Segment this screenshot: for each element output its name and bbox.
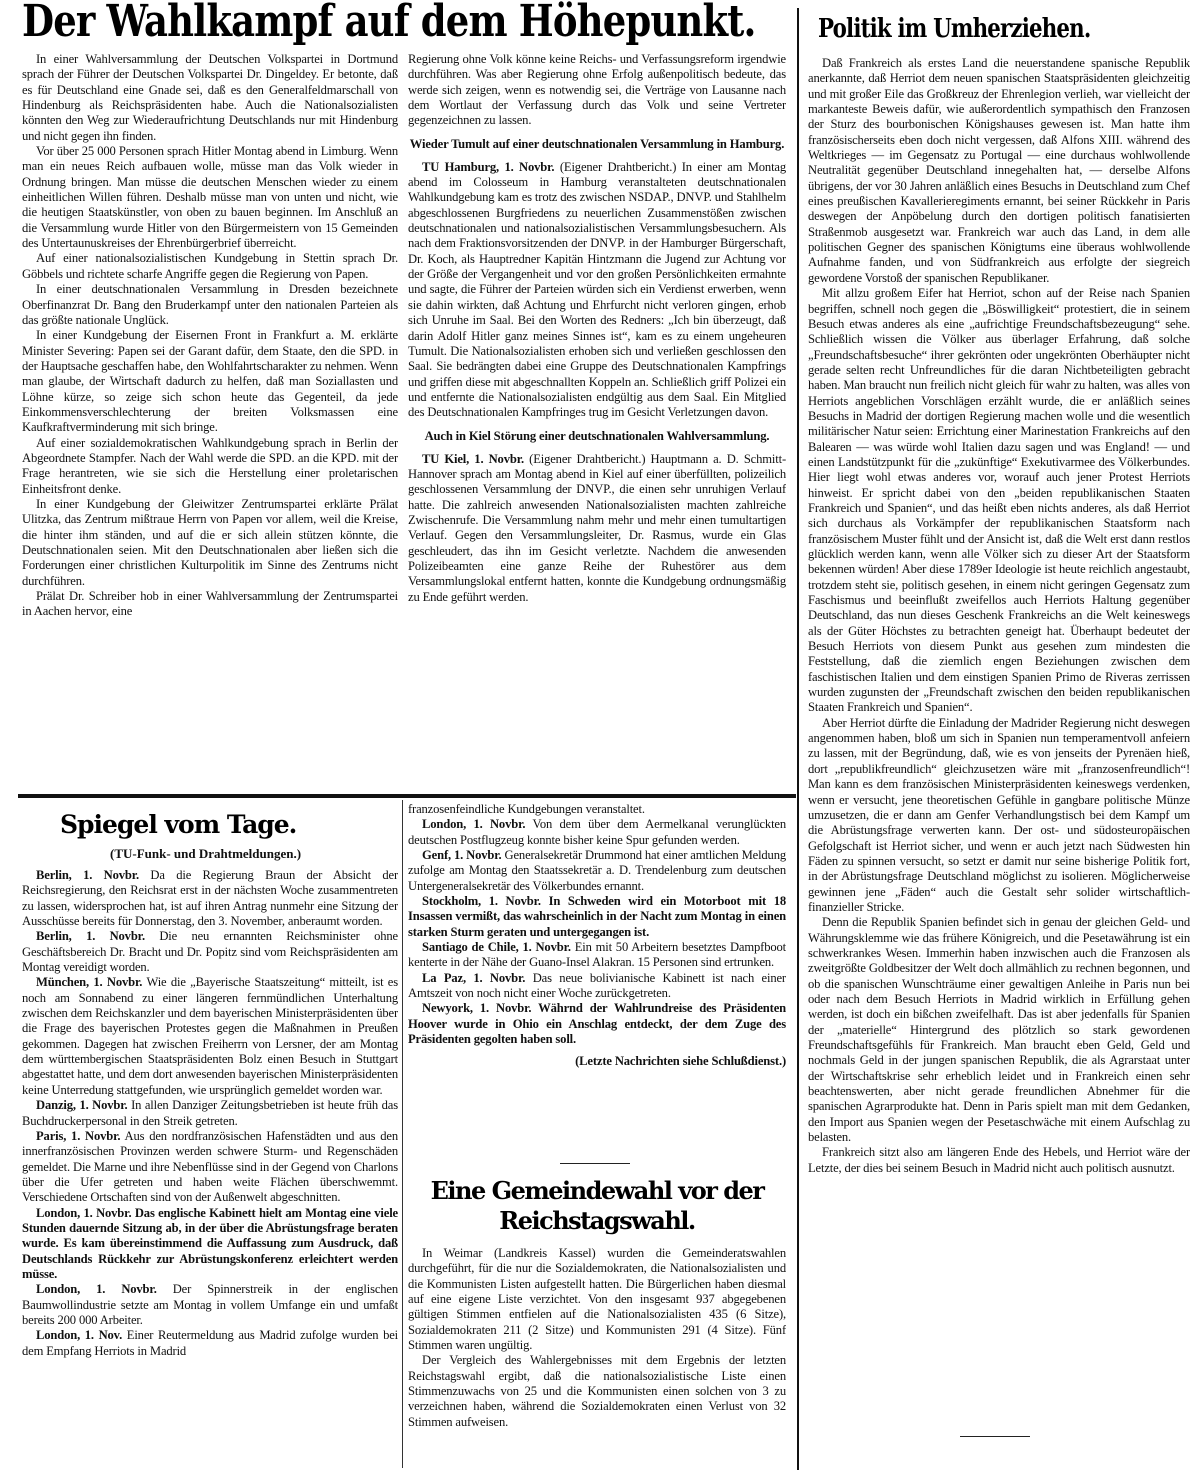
dateline: Stockholm, 1. Novbr.	[422, 894, 541, 909]
paragraph-text: Das neue bolivianische Kabinett ist nach einer Amtszeit von noch nicht einer Woche zurückgetreten.	[408, 970, 786, 1001]
paragraph	[22, 868, 398, 929]
paragraph-text: Ein mit 50 Arbeitern besetztes Dampfboot kenterte in der Nähe der Guano-Insel Alakran. 15 Personen sind ertrunken.	[408, 940, 786, 970]
paragraph-text: Auf einer nationalsozialistischen Kundgebung in Stettin sprach Dr. Göbbels und richtete scharfe Angriffe gegen die Regierung von Papen.	[22, 251, 398, 281]
paragraph	[22, 1206, 398, 1283]
paragraph	[808, 716, 1190, 915]
divider	[560, 1163, 630, 1164]
paragraph-text: Einer Reutermeldung aus Madrid zufolge wurden bei dem Empfang Herriots in Madrid	[22, 1328, 398, 1358]
paragraph-text: Vor über 25 000 Personen sprach Hitler Montag abend in Limburg. Wenn man ein neues Reich aufbauen wolle, müsse man das Volk wieder in Ordnung bringen. Man müsse die deutschen Menschen wieder zu einem einheitlichen Willen führen. Deshalb müsse man von unten und nicht, wie die heutigen Staatskünstler, von oben zu bauen beginnen. Im Anschluß an die Versammlung wurde Hitler von den Bürgermeistern von 15 Gemeinden des Untertaunuskreises der Ehrenbürgerbrief überreicht.	[22, 144, 398, 251]
paragraph-text: Generalsekretär Drummond hat einer amtlichen Meldung zufolge am Montag den Staatssekretär a. D. Trendelenburg zum deutschen Untergeneralsekretär des Völkerbundes ernannt.	[408, 848, 786, 893]
column-divider	[402, 800, 403, 1468]
paragraph	[22, 589, 398, 620]
dateline: La Paz, 1. Novbr.	[422, 970, 526, 985]
article-wahlkampf-middle	[408, 52, 786, 792]
paragraph	[22, 497, 398, 589]
paragraph-text: Währnd der Wahlrundreise des Präsidenten Hoover wurde in Ohio ein Anschlag entdeckt, der dem Zuge des Präsidenten gegolten haben soll.	[408, 1001, 786, 1047]
paragraph	[408, 1246, 786, 1353]
paragraph	[22, 1098, 398, 1129]
subheading: Wieder Tumult auf einer deutschnationalen Versammlung in Hamburg.	[409, 136, 785, 151]
paragraph-text: Auf einer sozialdemokratischen Wahlkundgebung sprach in Berlin der Abgeordnete Stampfer. Nach der Wahl werde die SPD. an die KPD. mit der Frage herantreten, wie sie sich die Herstellung einer proletarischen Einheitsfront denke.	[22, 435, 398, 496]
headline-gemeindewahl: Eine Gemeindewahl vor der Reichstagswahl.	[430, 1176, 764, 1235]
paragraph	[408, 894, 786, 940]
dateline: London, 1. Novbr.	[36, 1205, 132, 1220]
paragraph-text: Wie die „Bayerische Staatszeitung“ mitteilt, ist es noch am Sonnabend zu einer längeren fernmündlichen Unterhaltung zwischen dem Reichskanzler und dem bayerischen Ministerpräsidenten über die Frage des bayerischen Protestes gegen die Maßnahmen in Preußen gekommen. Dagegen hat zwischen Freiherrn von Lersner, der am Montag dem württembergischen Staatspräsidenten Bolz einen Besuch in Stuttgart abgestattet hatte, und dem dort anwesenden bayerischen Ministerpräsidenten keine Unterredung stattgefunden, wie ursprünglich gemeldet worden war.	[22, 975, 398, 1097]
paragraph	[22, 52, 398, 144]
paragraph-text: Die neu ernannten Reichsminister ohne Geschäftsbereich Dr. Bracht und Dr. Popitz sind vom Reichspräsidenten am Montag vereidigt worden.	[22, 929, 398, 975]
article-wahlkampf-left	[22, 52, 398, 792]
dateline: London, 1. Novbr.	[36, 1282, 157, 1297]
paragraph	[22, 1282, 398, 1328]
paragraph-text: Aus den nordfranzösischen Hafenstädten und aus den innerfranzösischen Provinzen werden schwere Sturm- und Regenschäden gemeldet. Die Marne und ihre Nebenflüsse sind in der Gegend von Charlons über die Ufer getreten und haben weite Flächen überschwemmt. Verschiedene Ortschaften sind von der Außenwelt abgeschnitten.	[22, 1128, 398, 1205]
paragraph-text: Mit allzu großem Eifer hat Herriot, schon auf der Reise nach Spanien begriffen, schnell noch gegen die „Böswilligkeit“ protestiert, die in seinem Besuch etwas anderes als eine „aufrichtige Freundschaftsbezeugung“ sehe. Schließlich wissen die Völker aus überlager Erfahrung, daß solche „Freundschaftsbesuche“ ihrer gekrönten oder ungekrönten Oberhäupter nicht gerade selten recht Unfreundliches für die daran Nichtbeteiligten gebracht haben. Man braucht nun freilich nicht gleich für wahr zu halten, was alles von Herriots angeblichen Vorschlägen erzählt wurde, die er anläßlich seines Besuchs in Madrid der dortigen Regierung machen wolle und die wesentlich militärischer Natur seien: Errichtung einer Marinestation Frankreichs auf den Balearen — was würde wohl Italien dazu sagen und was England! — und einen Landstützpunkt für die „zukünftige“ Exekutivarmee des Völkerbundes. Hier liegt wohl etwas anderes vor, worauf auch jener Protest Herriots hinweist. Er spricht dabei von den „beiden republikanischen Staaten Frankreich und Spanien“, und das heißt eben nichts anderes, als daß Herriot sich durchaus als Vorkämpfer der republikanischen Staatsform nach französischem Muster fühlt und der Ansicht ist, daß die Welt erst dann restlos glücklich werden kann, wenn alle Völker sich zu dieser Art der Staatsform bekennen würden! Aber diese 1789er Ideologie ist heute reichlich angestaubt, trotzdem steht sie, politisch gesehen, in einem nicht geringen Gegensatz zum Faschismus und beeinflußt zweifellos auch Herriots Haltung gegenüber Deutschland, das nun dieses Geschenk Frankreichs an die Welt keineswegs als der Güter Höchstes zu betrachten geneigt hat. Überhaupt bedeutet der Besuch Herriots von diesem Punkt aus gesehen zum mindesten die Feststellung, daß die ziemlich engen Beziehungen zwischen dem faschistischen Italien und dem einstigen Spanien Primo de Riveras zerrissen wurden zugunsten der „Freundschaft zwischen den beiden republikanischen Staaten Frankreich und Spanien“.	[808, 286, 1190, 715]
paragraph-text: Der Vergleich des Wahlergebnisses mit dem Ergebnis der letzten Reichstagswahl ergibt, daß die nationalsozialistische Liste einen Stimmenzuwachs von 25 und die Kommunisten einen solchen von 3 zu verzeichnen haben, während die Sozialdemokraten einen Verlust von 32 Stimmen aufweisen.	[408, 1353, 786, 1429]
article-spiegel-middle	[408, 802, 786, 1160]
column-divider	[797, 8, 799, 1470]
article-politik	[808, 56, 1190, 1432]
paragraph-text: Frankreich sitzt also am längeren Ende des Hebels, und Herriot wäre der Letzte, der dies bei seinem Besuch in Madrid nicht auch politisch ausnutzt.	[808, 1145, 1190, 1175]
article-gemeindewahl	[408, 1246, 786, 1472]
paragraph-text: In einer deutschnationalen Versammlung in Dresden bezeichnete Oberfinanzrat Dr. Bang den Bruderkampf unter den nationalen Parteien als das größte nationale Unglück.	[22, 282, 398, 327]
article-spiegel-left	[22, 868, 398, 1472]
paragraph	[22, 251, 398, 282]
paragraph	[22, 144, 398, 251]
headline-politik: Politik im Umherziehen.	[818, 14, 1091, 44]
dateline: London, 1. Nov.	[36, 1328, 123, 1343]
dateline: München, 1. Novbr.	[36, 975, 143, 990]
paragraph-text: Prälat Dr. Schreiber hob in einer Wahlversammlung der Zentrumspartei in Aachen hervor, eine	[22, 589, 398, 619]
paragraph	[22, 929, 398, 975]
dateline: Berlin, 1. Novbr.	[36, 868, 140, 882]
paragraph-text: Der Spinnerstreik in der englischen Baumwollindustrie setzte am Montag in vollem Umfange ein und umfaßt bereits 200 000 Arbeiter.	[22, 1282, 398, 1327]
paragraph	[408, 452, 786, 605]
paragraph-text: Regierung ohne Volk könne keine Reichs- und Verfassungsreform irgendwie durchführen. Was aber Regierung ohne Erfolg außenpolitisch bedeute, das werde sich zeigen, wenn es notwendig sei, die Verträge von Lausanne nach dem Wortlaut der Verfassung durch das Volk und seine Vertreter gegenzeichnen zu lassen.	[408, 52, 786, 128]
paragraph	[22, 1129, 398, 1206]
paragraph-text: Denn die Republik Spanien befindet sich in genau der gleichen Geld- und Währungsklemme wie das frühere Königreich, und die Pesetawährung ist ein schwerkrankes Wesen. Immerhin haben inzwischen auch die Franzosen als zweitgrößte Goldbesitzer der Welt doch allmählich zu rechnen begonnen, und ob die spanischen Wunschträume einer gewaltigen Anleihe in Paris nun bei oder nach dem Besuch Herriots in Madrid wirklich in Erfüllung gehen werden, ist doch ein bißchen zweifelhaft. Das ist aber jedenfalls für Spanien der „materielle“ Hintergrund des plötzlich so stark gewordenen Freundschaftsgefühls für Frankreich. Man braucht eben Geld, Geld und nochmals Geld in der jungen spanischen Republik, die als Agrarstaat unter der Wirtschaftskrise sehr erheblich leidet und in Frankreich einen sehr beachtenswerten, aber nicht gerade freundlichen Abnehmer für die spanischen Agrarprodukte hat. Denn in Paris spielt man mit dem Gedanken, den Import aus Spanien wegen der Pesetaschwäche mit einem Aufschlag zu belasten.	[808, 915, 1190, 1145]
paragraph-text: Das englische Kabinett hielt am Montag eine viele Stunden dauernde Sitzung ab, in der über die Abrüstungsfrage beraten wurde. Es kam übereinstimmend die Auffassung zum Ausdruck, daß Deutschlands Rückkehr zur Abrüstungskonferenz erleichtert werden müsse.	[22, 1205, 398, 1281]
dateline: TU Hamburg, 1. Novbr.	[422, 159, 555, 174]
paragraph	[408, 52, 786, 129]
paragraph	[22, 436, 398, 497]
divider	[960, 1436, 1030, 1437]
paragraph-text: In einer Kundgebung der Gleiwitzer Zentrumspartei erklärte Prälat Ulitzka, das Zentrum mißtraue Herrn von Papen vor allem, weil die Kreise, die hinter ihm ständen, und auf die er sich allein stützen könnte, die Deutschnationalen seien. Mit den Deutschnationalen aber ließen sich die Forderungen einer christlichen Kulturpolitik im Sinne des Zentrums nicht durchführen.	[22, 496, 398, 588]
paragraph	[22, 282, 398, 328]
paragraph	[22, 1328, 398, 1359]
paragraph-text: Da die Regierung Braun der Absicht der Reichsregierung, den Reichsrat erst in der nächsten Woche zusammentreten zu lassen, widersprochen hat, ist auf ihren Antrag nunmehr eine Sitzung der Ausschüsse bereits für Donnerstag, den 3. November, anberaumt worden.	[22, 868, 398, 929]
paragraph	[808, 1145, 1190, 1176]
dateline: Santiago de Chile, 1. Novbr.	[422, 940, 571, 955]
paragraph-text: In allen Danziger Zeitungsbetrieben ist heute früh das Buchdruckerpersonal in den Streik getreten.	[22, 1098, 398, 1128]
paragraph-text: In einer Kundgebung der Eisernen Front in Frankfurt a. M. erklärte Minister Severing: Papen sei der Garant dafür, dem Staate, den die SPD. in der Hauptsache geschaffen habe, den Wohlfahrtscharakter zu nehmen. Wenn man glaube, der Wirtschaft dadurch zu helfen, daß man Soziallasten und Löhne kürze, so zeige sich schon heute das Gegenteil, da jede Einkommensverschlechterung der breiten Volksmassen eine Kaufkraftverminderung mit sich bringe.	[22, 328, 398, 435]
paragraph	[408, 848, 786, 894]
paragraph-text: In Weimar (Landkreis Kassel) wurden die Gemeinderatswahlen durchgeführt, für die nur die Sozialdemokraten, die Nationalsozialisten und die Kommunisten Listen aufgestellt hatten. Die Bürgerlichen haben diesmal auf eine eigene Liste verzichtet. Von den insgesamt 937 abgegebenen gültigen Stimmen entfielen auf die Nationalsozialisten 435 (6 Sitze), Sozialdemokraten 211 (2 Sitze) und Kommunisten 291 (4 Sitze). Fünf Stimmen waren ungültig.	[408, 1246, 786, 1353]
paragraph	[408, 817, 786, 848]
headline-spiegel: Spiegel vom Tage.	[60, 810, 297, 839]
paragraph	[408, 1353, 786, 1430]
paragraph	[408, 971, 786, 1002]
paragraph-text: Von dem über dem Aermelkanal verunglückten deutschen Postflugzeug konnte bisher keine Spur gefunden werden.	[408, 817, 786, 847]
paragraph-text: Aber Herriot dürfte die Einladung der Madrider Regierung nicht deswegen angenommen haben, bloß um sich in Spanien nun temperamentvoll anfeiern zu lassen, mit der Begründung, daß, wie es von jenseits der Pyrenäen hieß, dort „republikfreundlich“ gleichzusetzen wäre mit „franzosenfreundlich“! Man kann es dem französischen Ministerpräsidenten keineswegs verdenken, wenn er versucht, jene theoretischen Gefühle in gangbare politische Münze umzusetzen, die er dann am Genfer Verhandlungstisch bei dem Kampf um die Abrüstungsfrage verwerten kann. Der ost- und südosteuropäischen Gefolgschaft ist Herriot sicher, und wenn er auch jetzt nach Südwesten hin Fäden zu spinnen versucht, so setzt er damit nur seine bisherige Politik fort, in der Abrüstungsfrage Deutschland möglichst zu isolieren. Möglicherweise gewinnen jene „Fäden“ auch die Gestalt sehr solider wirtschaftlich-finanzieller Stricke.	[808, 715, 1190, 914]
headline-wahlkampf: Der Wahlkampf auf dem Höhepunkt.	[22, 0, 756, 47]
paragraph	[408, 160, 786, 421]
dateline: Paris, 1. Novbr.	[36, 1128, 121, 1143]
paragraph-text: In einer Wahlversammlung der Deutschen Volkspartei in Dortmund sprach der Führer der Deutschen Volkspartei Dr. Dingeldey. Er betonte, daß es für Deutschland eine Gnade sei, daß es den Generalfeldmarschall von Hindenburg als Reichspräsidenten habe. Auch die Nationalsozialisten könnten den Weg zur Wiederaufrichtung Deutschlands nur mit Hindenburg und nicht gegen ihn finden.	[22, 52, 398, 143]
paragraph	[808, 56, 1190, 286]
paragraph	[22, 975, 398, 1098]
dateline: Genf, 1. Novbr.	[422, 848, 502, 863]
paragraph	[408, 1001, 786, 1047]
dateline: Berlin, 1. Novbr.	[36, 929, 145, 944]
footnote: (Letzte Nachrichten siehe Schlußdienst.)	[575, 1053, 786, 1068]
dateline: Danzig, 1. Novbr.	[36, 1098, 128, 1113]
section-divider	[18, 794, 796, 798]
paragraph	[408, 802, 786, 817]
dateline: Newyork, 1. Novbr.	[422, 1001, 532, 1016]
subheadline-spiegel: (TU-Funk- und Drahtmeldungen.)	[110, 846, 302, 861]
paragraph-text: In Schweden wird ein Motorboot mit 18 Insassen vermißt, das wahrscheinlich in der Nacht zum Montag in einen starken Sturm geraten und untergegangen ist.	[408, 894, 786, 939]
paragraph-text: (Eigener Drahtbericht.) In einer am Montag abend im Colosseum in Hamburg veranstalteten deutschnationalen Wahlkundgebung kam es trotz des zwischen NSDAP., DNVP. und Stahlhelm abgeschlossenen Burgfriedens zu neuerlichen Zusammenstößen zwischen deutschnationalen und nationalsozialistischen Versammlungsbesuchern. Als nach dem Fraktionsvorsitzenden der DNVP. in der Hamburger Bürgerschaft, Dr. Koch, als Hauptredner Kapitän Hintzmann die Jugend zur Achtung vor der Größe der Vergangenheit und vor den großen Persönlichkeiten ermahnte und sagte, die Führer der Parteien würden sich ein Verdienst erwerben, wenn sie dahin wirkten, daß Achtung und Ehrfurcht nicht verloren gingen, erhob sich Unruhe im Saal. Bei den Worten des Redners: „Ich bin überzeugt, daß darin Adolf Hitler ganz meines Sinnes ist“, kam es zu einem ungeheuren Tumult. Die Nationalsozialisten erhoben sich und verließen geschlossen den Saal. Sie bedrängten dabei eine Gruppe des Deutschnationalen Kampfrings und griffen diese mit abgeschnallten Koppeln an. Schließlich griff Polizei ein und entfernte die Nationalsozialisten endgültig aus dem Saal. Ein Mitglied des Deutschnationalen Kampfringes trug im Gesicht Verletzungen davon.	[408, 159, 786, 420]
dateline: London, 1. Novbr.	[422, 817, 526, 832]
paragraph-text: (Eigener Drahtbericht.) Hauptmann a. D. Schmitt-Hannover sprach am Montag abend in Kiel auf einer überfüllten, polizeilich geschlossenen Versammlung der DNVP., die einen sehr unruhigen Verlauf hatte. Die zahlreich anwesenden Nationalsozialisten machten zahlreiche Zwischenrufe. Die Versammlung nahm mehr und mehr einen tumultartigen Verlauf. Gegen den Versammlungsleiter, Dr. Rasmus, wurde ein Glas geschleudert, das ihn im Gesicht verletzte. Nachdem die anwesenden Polizeibeamten eine ganze Reihe der Ruhestörer aus dem Versammlungslokal entfernt hatten, konnte die Kundgebung ordnungsmäßig zu Ende geführt werden.	[408, 451, 786, 604]
paragraph	[808, 286, 1190, 716]
subheading: Auch in Kiel Störung einer deutschnationalen Wahlversammlung.	[424, 428, 770, 443]
paragraph-text: Daß Frankreich als erstes Land die neuerstandene spanische Republik anerkannte, daß Herriot dem neuen spanischen Staatspräsidenten gleichzeitig und mit großer Eile das Großkreuz der Ehrenlegion verlieh, war vielleicht der markanteste Beweis dafür, wie außerordentlich sympathisch den Franzosen der Sturz des bourbonischen Königshauses gewesen ist. Man hatte ihm französischerseits eben doch nicht vergessen, daß Alfons XIII. während des Weltkrieges — im Gegensatz zu Portugal — eine durchaus wohlwollende Neutralität gegenüber Deutschland innegehalten hat, — derselbe Alfons übrigens, der vor 30 Jahren anläßlich eines Besuchs in Deutschland zum Chef eines preußischen Kavallerieregiments ernannt, bei seiner Rückkehr in Paris deswegen der Anpöbelung durch den dortigen politisch fanatisierten Straßenmob ausgesetzt war. Frankreich war auch das Land, in dem alle politischen Gegner des spanischen Königtums eine überaus wohlwollende Aufnahme fanden, und von Südfrankreich aus erfolgte der siegreich gewordene Vorstoß der spanischen Republikaner.	[808, 56, 1190, 285]
paragraph-text: franzosenfeindliche Kundgebungen veranstaltet.	[408, 802, 645, 816]
paragraph	[408, 940, 786, 971]
dateline: TU Kiel, 1. Novbr.	[422, 451, 524, 466]
paragraph	[808, 915, 1190, 1145]
paragraph	[22, 328, 398, 435]
